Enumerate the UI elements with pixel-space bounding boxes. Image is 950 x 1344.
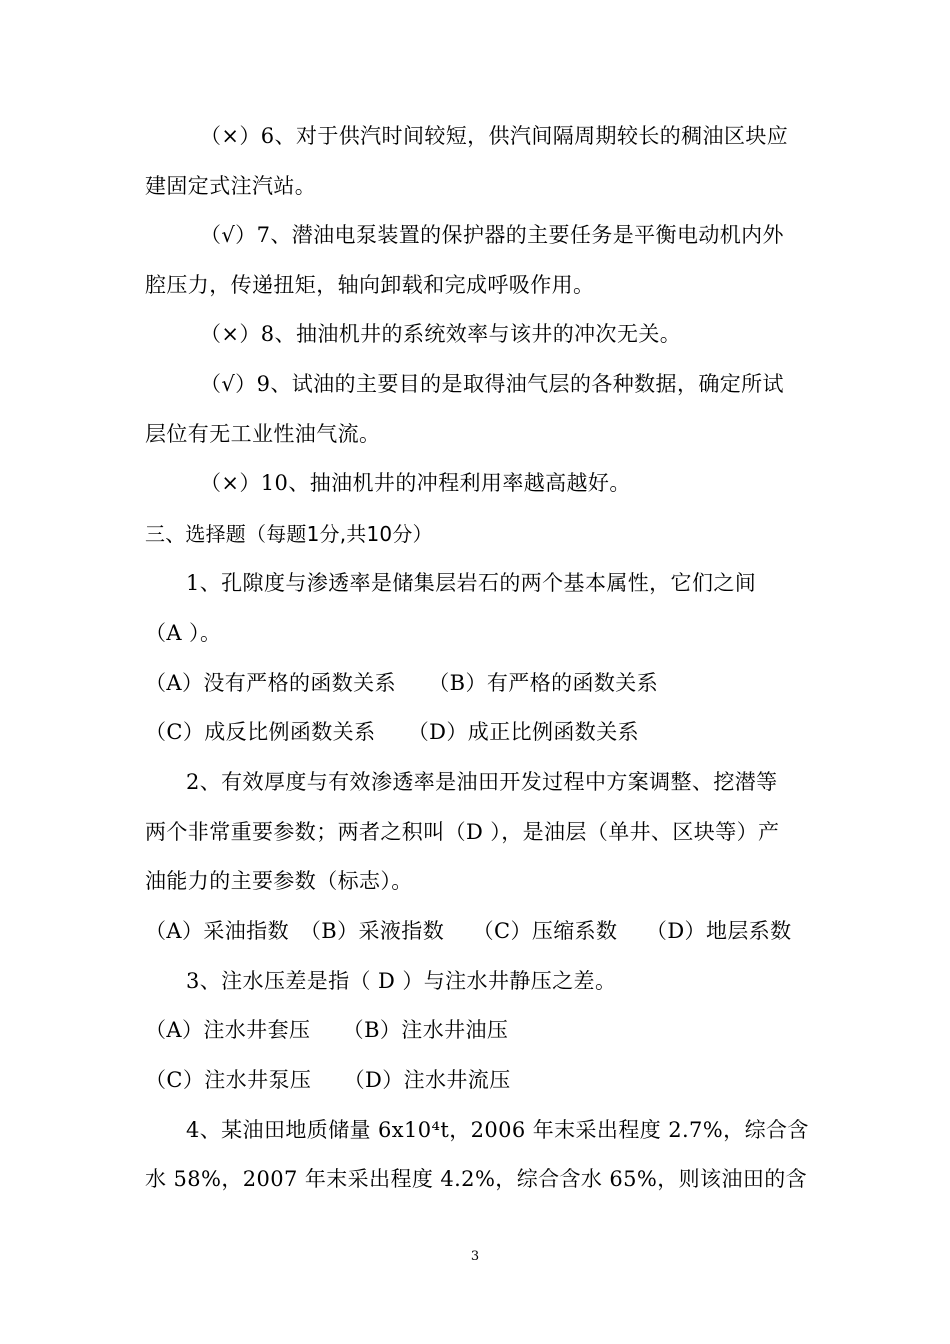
judgment-item-7-cont: 腔压力，传递扭矩，轴向卸载和完成呼吸作用。 bbox=[145, 273, 595, 297]
judgment-item-9-cont: 层位有无工业性油气流。 bbox=[145, 422, 381, 446]
choice-question-4: 4、某油田地质储量 6x10⁴t，2006 年末采出程度 2.7%，综合含 bbox=[186, 1118, 809, 1142]
choice-question-2: 2、有效厚度与有效渗透率是油田开发过程中方案调整、挖潜等 bbox=[186, 770, 778, 794]
judgment-item-6-cont: 建固定式注汽站。 bbox=[145, 174, 317, 198]
choice-2-options: （A）采油指数 （B）采液指数 （C）压缩系数 （D）地层系数 bbox=[145, 919, 792, 943]
choice-question-2-cont-2: 油能力的主要参数（标志）。 bbox=[145, 869, 413, 893]
judgment-item-10: （×）10、抽油机井的冲程利用率越高越好。 bbox=[200, 471, 631, 495]
choice-3-options-cd: （C）注水井泵压 （D）注水井流压 bbox=[145, 1068, 511, 1092]
page-number: 3 bbox=[470, 1249, 480, 1264]
choice-question-1-cont: （A ）。 bbox=[145, 621, 222, 645]
choice-1-options-ab: （A）没有严格的函数关系 （B）有严格的函数关系 bbox=[145, 671, 659, 695]
choice-question-2-cont-1: 两个非常重要参数；两者之积叫（D ），是油层（单井、区块等）产 bbox=[145, 820, 780, 844]
choice-3-options-ab: （A）注水井套压 （B）注水井油压 bbox=[145, 1018, 509, 1042]
section-heading-choice: 三、选择题（每题1分,共10分） bbox=[145, 522, 433, 546]
judgment-item-7: （√）7、潜油电泵装置的保护器的主要任务是平衡电动机内外 bbox=[200, 223, 784, 247]
judgment-item-9: （√）9、试油的主要目的是取得油气层的各种数据，确定所试 bbox=[200, 372, 784, 396]
choice-question-4-cont: 水 58%，2007 年末采出程度 4.2%，综合含水 65%，则该油田的含 bbox=[145, 1167, 808, 1191]
judgment-item-6: （×）6、对于供汽时间较短，供汽间隔周期较长的稠油区块应 bbox=[200, 124, 789, 148]
choice-question-1: 1、孔隙度与渗透率是储集层岩石的两个基本属性，它们之间 bbox=[186, 571, 757, 595]
choice-question-3: 3、注水压差是指（ D ）与注水井静压之差。 bbox=[186, 969, 617, 993]
choice-1-options-cd: （C）成反比例函数关系 （D）成正比例函数关系 bbox=[145, 720, 640, 744]
judgment-item-8: （×）8、抽油机井的系统效率与该井的冲次无关。 bbox=[200, 322, 682, 346]
